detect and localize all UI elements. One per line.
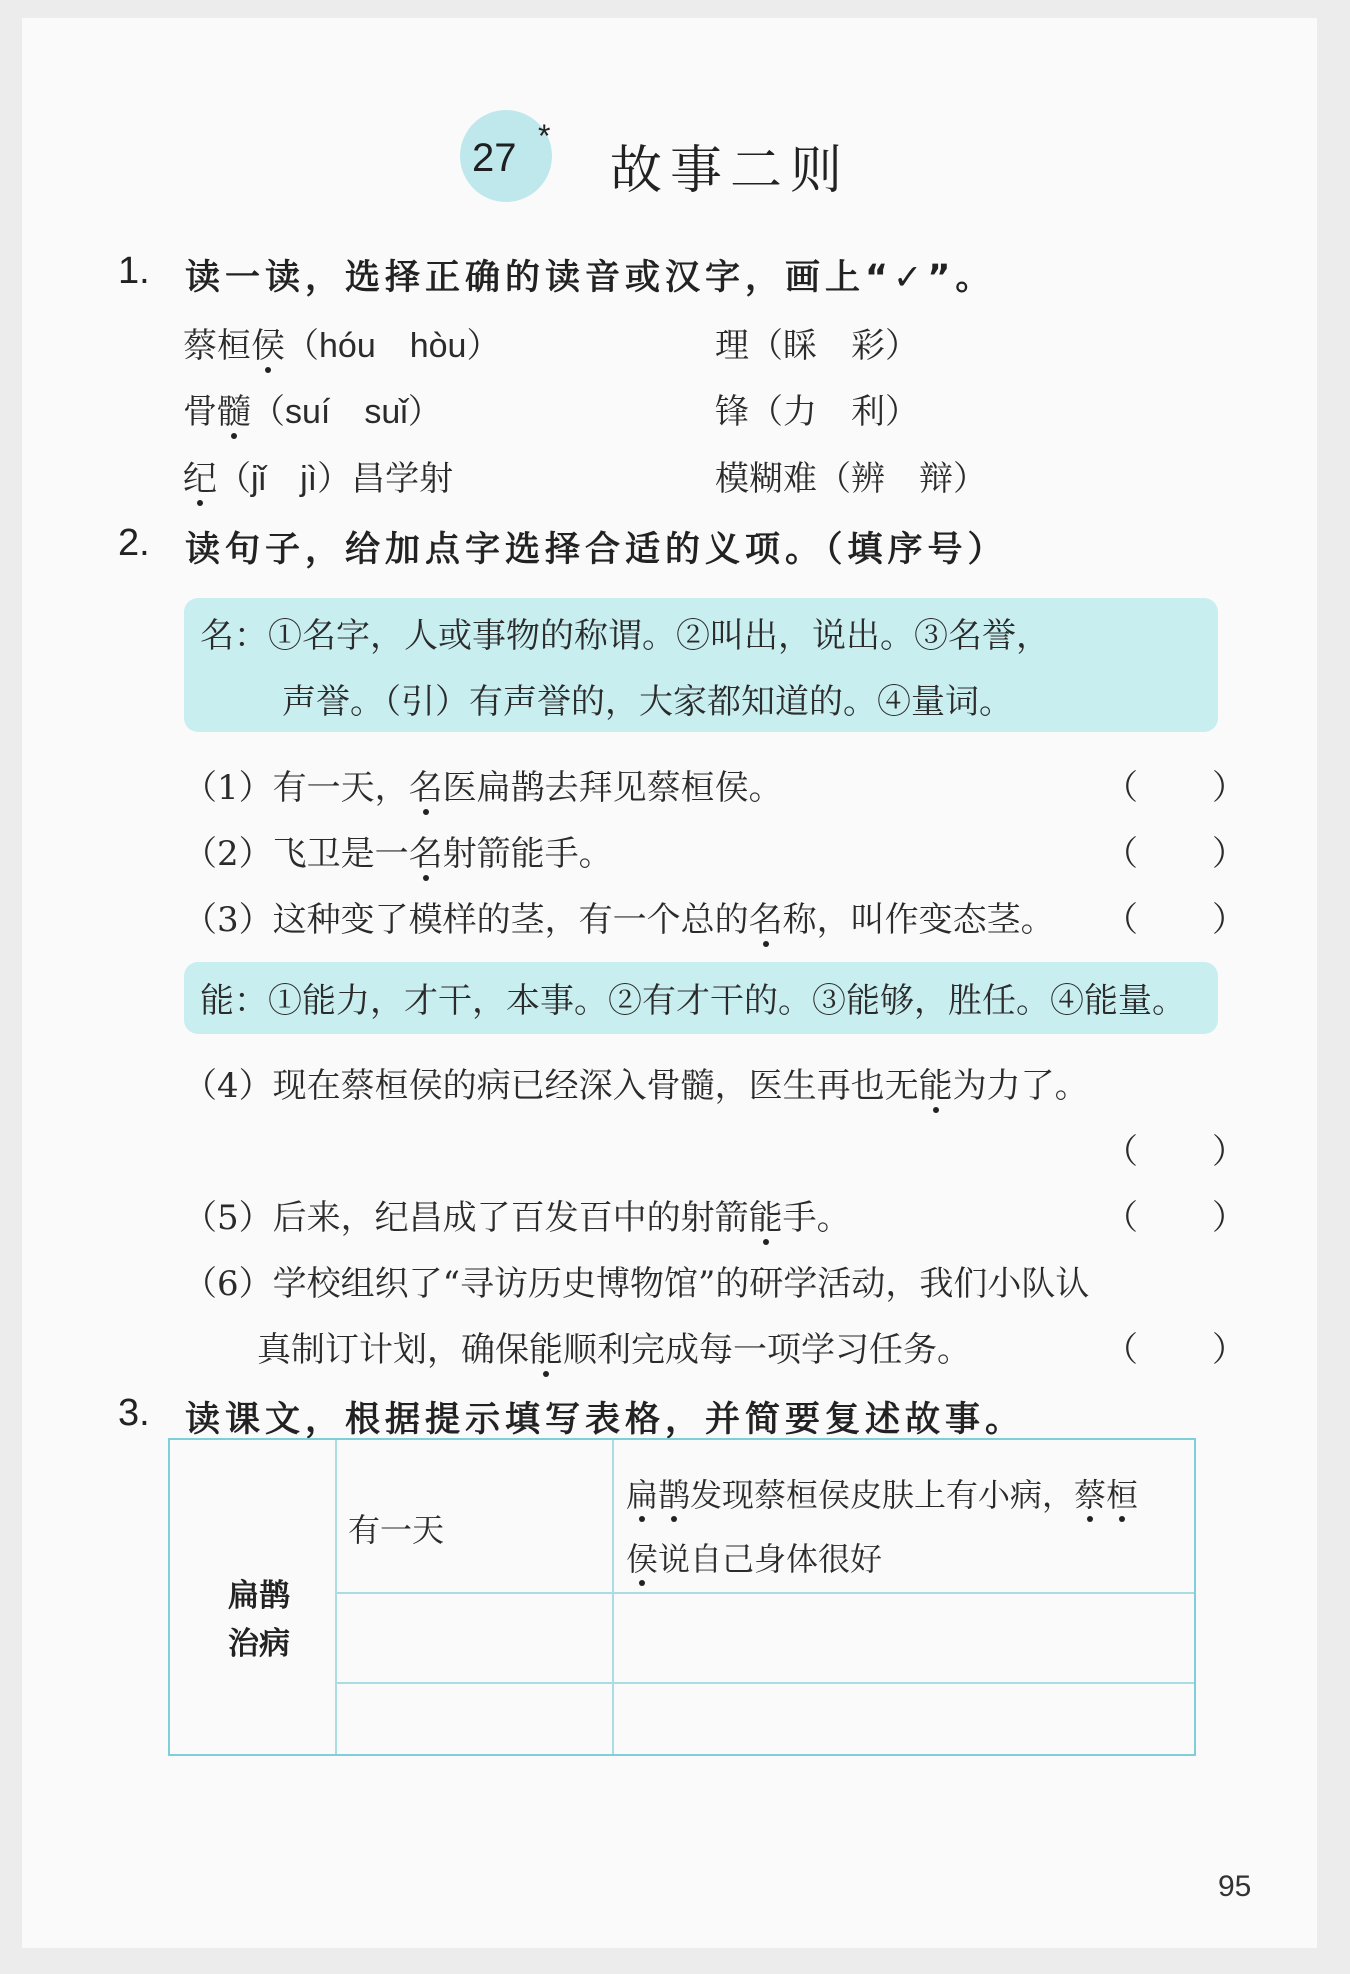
answer-blank-2[interactable]: （ ） — [1104, 834, 1248, 874]
q3-number: 3. — [118, 1392, 150, 1434]
q2-number: 2. — [118, 522, 150, 564]
dotted-char: 扁 — [626, 1470, 658, 1516]
q2-sentence-6-line-2 — [257, 1322, 971, 1371]
table-event-cell-3[interactable] — [616, 1686, 1194, 1752]
q1-item-1-dotted-char: 侯 — [251, 318, 285, 367]
q1-instruction: 读一读，选择正确的读音或汉字，画上“✓”。 — [185, 258, 996, 298]
sentence-text: 学校组织了“寻访历史博物馆”的研学活动，我们小队认 — [272, 1264, 1090, 1304]
q1-item-5 — [183, 451, 453, 500]
q2-sentence-3 — [183, 892, 1055, 941]
definition-ming-line-1: 名：①名字，人或事物的称谓。②叫出，说出。③名誉， — [200, 616, 1050, 656]
sentence-text: 飞卫是一 — [272, 834, 409, 874]
sentence-label: （3） — [183, 900, 273, 940]
q3-instruction: 读课文，根据提示填写表格，并简要复述故事。 — [185, 1400, 1026, 1440]
dotted-char: 桓 — [1106, 1470, 1138, 1516]
sentence-text: 这种变了模样的茎，有一个总的 — [272, 900, 749, 940]
sentence-text: 现在蔡桓侯的病已经深入骨髓，医生再也无 — [272, 1066, 919, 1106]
table-row-header-line-1: 扁鹊 — [228, 1578, 290, 1614]
q2-sentence-6-line-1 — [183, 1256, 1089, 1305]
dotted-char: 名 — [409, 826, 443, 875]
sentence-label: （4） — [183, 1066, 273, 1106]
dotted-char: 鹊 — [658, 1470, 690, 1516]
sentence-label: （5） — [183, 1198, 273, 1238]
dotted-char: 名 — [409, 760, 443, 809]
q2-sentence-5 — [183, 1190, 851, 1239]
q1-item-6: 模糊难（辨 辩） — [715, 459, 987, 499]
dotted-char: 能 — [749, 1190, 783, 1239]
q2-sentence-4 — [183, 1058, 1089, 1107]
lesson-number: 27 — [472, 136, 517, 180]
table-event-cell-2[interactable] — [616, 1596, 1194, 1680]
q2-instruction: 读句子，给加点字选择合适的义项。（填序号） — [185, 530, 1008, 570]
sentence-text: 顺利完成每一项学习任务。 — [563, 1330, 971, 1370]
event-text: 发现蔡桓侯皮肤上有小病， — [690, 1476, 1075, 1514]
table-divider — [337, 1592, 1194, 1594]
definition-ming-line-2: 声誉。（引）有声誉的，大家都知道的。④量词。 — [282, 682, 1013, 722]
q2-sentence-1 — [183, 760, 783, 809]
table-divider — [612, 1440, 614, 1754]
lesson-title: 故事二则 — [610, 141, 851, 201]
q1-item-1 — [183, 318, 500, 367]
q1-item-2: 理（睬 彩） — [715, 326, 919, 366]
sentence-text: 医扁鹊去拜见蔡桓侯。 — [442, 768, 783, 808]
answer-blank-4[interactable]: （ ） — [1104, 1132, 1248, 1172]
page-number: 95 — [1218, 1870, 1252, 1903]
q1-item-1-text: 蔡桓 — [183, 326, 251, 366]
table-event-cell-1-line-2 — [626, 1534, 882, 1580]
answer-blank-5[interactable]: （ ） — [1104, 1198, 1248, 1238]
sentence-text: 为力了。 — [952, 1066, 1089, 1106]
sentence-text: 后来，纪昌成了百发百中的射箭 — [272, 1198, 749, 1238]
sentence-text: 有一天， — [272, 768, 409, 808]
sentence-text: 射箭能手。 — [442, 834, 613, 874]
q1-item-3-dotted-char: 髓 — [217, 384, 251, 433]
definition-neng: 能：①能力，才干，本事。②有才干的。③能够，胜任。④能量。 — [200, 981, 1186, 1021]
sentence-text: 真制订计划，确保 — [257, 1330, 529, 1370]
table-time-cell-1: 有一天 — [348, 1511, 445, 1549]
dotted-char: 名 — [749, 892, 783, 941]
q1-item-5-options: （jǐ jì）昌学射 — [217, 460, 454, 498]
dotted-char: 能 — [919, 1058, 953, 1107]
sentence-text: 称，叫作变态茎。 — [782, 900, 1055, 940]
q2-sentence-2 — [183, 826, 613, 875]
table-divider — [335, 1440, 337, 1754]
sentence-label: （6） — [183, 1264, 273, 1304]
answer-blank-6[interactable]: （ ） — [1104, 1330, 1248, 1370]
q1-number: 1. — [118, 250, 150, 292]
table-time-cell-2[interactable] — [339, 1596, 610, 1680]
table-row-header-line-2: 治病 — [228, 1626, 290, 1662]
sentence-label: （1） — [183, 768, 273, 808]
sentence-label: （2） — [183, 834, 273, 874]
optional-lesson-asterisk: * — [538, 118, 551, 154]
dotted-char: 侯 — [626, 1534, 658, 1580]
q1-item-3 — [183, 384, 442, 433]
dotted-char: 能 — [529, 1322, 563, 1371]
q1-item-5-dotted-char: 纪 — [183, 451, 217, 500]
event-text: 说自己身体很好 — [658, 1540, 883, 1578]
dotted-char: 蔡 — [1074, 1470, 1106, 1516]
answer-blank-3[interactable]: （ ） — [1104, 900, 1248, 940]
q1-item-3-options: （suí suǐ） — [251, 393, 442, 431]
table-divider — [337, 1682, 1194, 1684]
sentence-text: 手。 — [782, 1198, 851, 1238]
table-event-cell-1-line-1 — [626, 1470, 1138, 1516]
table-time-cell-3[interactable] — [339, 1686, 610, 1752]
q1-item-1-options: （hóu hòu） — [285, 327, 501, 365]
q1-item-3-text: 骨 — [183, 392, 217, 432]
q1-item-4: 锋（力 利） — [715, 392, 919, 432]
answer-blank-1[interactable]: （ ） — [1104, 768, 1248, 808]
